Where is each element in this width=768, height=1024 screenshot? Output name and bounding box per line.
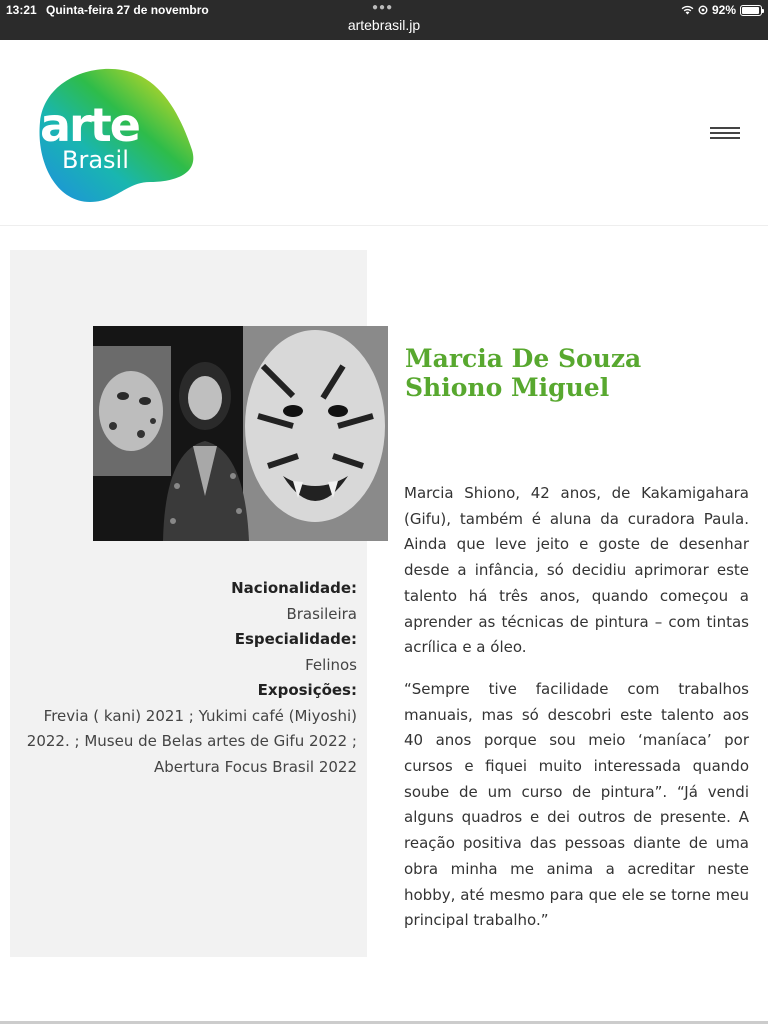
artist-name: Marcia De Souza Shiono Miguel <box>405 344 642 402</box>
tab-overview-dots-icon[interactable]: ●●● <box>372 2 394 13</box>
status-date: Quinta-feira 27 de novembro <box>46 3 209 17</box>
wifi-icon <box>681 5 694 15</box>
location-icon <box>698 5 708 15</box>
bio-paragraph: Marcia Shiono, 42 anos, de Kakamigahara (Gifu), também é aluna da curadora Paula. Ainda que leve jeito e goste de desenhar desde a infância, só decidiu aprimorar este talento há três anos, quando começou a aprender as técnicas de pintura – com tintas acrílica e a óleo. <box>404 484 749 657</box>
battery-icon <box>740 5 762 16</box>
site-logo[interactable] <box>30 64 194 204</box>
bio-paragraph: “Sempre tive facilidade com trabalhos manuais, mas só descobri este talento aos 40 anos porque sou meio ‘maníaca’ por cursos e fiquei muito interessada quando soube de um curso de pintura”. “Já vendi alguns quadros e dei outros de presente. A reação positiva das pessoas diante de uma obra minha me anima a acreditar neste hobby, até mesmo para que ele se torne meu principal trabalho.” <box>404 679 749 930</box>
nationality-value: Brasileira <box>286 604 357 623</box>
specialty-value: Felinos <box>305 655 357 674</box>
specialty-label: Especialidade: <box>234 630 357 648</box>
menu-hamburger-icon[interactable] <box>710 127 740 141</box>
exhibitions-value: Frevia ( kani) 2021 ; Yukimi café (Miyoshi) 2022. ; Museu de Belas artes de Gifu 2022 ; Abertura Focus Brasil 2022 <box>26 706 357 776</box>
artist-bio <box>404 481 749 950</box>
logo-text-brasil: Brasil <box>62 146 129 174</box>
nationality-label: Nacionalidade: <box>231 579 357 597</box>
battery-percentage: 92% <box>711 3 736 17</box>
site-header <box>0 40 768 226</box>
status-indicators <box>681 3 762 17</box>
exhibitions-label: Exposições: <box>257 681 357 699</box>
address-bar[interactable]: artebrasil.jp <box>347 17 421 33</box>
status-bar <box>0 0 768 40</box>
logo-text-arte: arte <box>40 98 139 152</box>
artist-photo <box>93 326 388 541</box>
artist-details <box>16 576 357 780</box>
status-time: 13:21 <box>6 3 37 17</box>
